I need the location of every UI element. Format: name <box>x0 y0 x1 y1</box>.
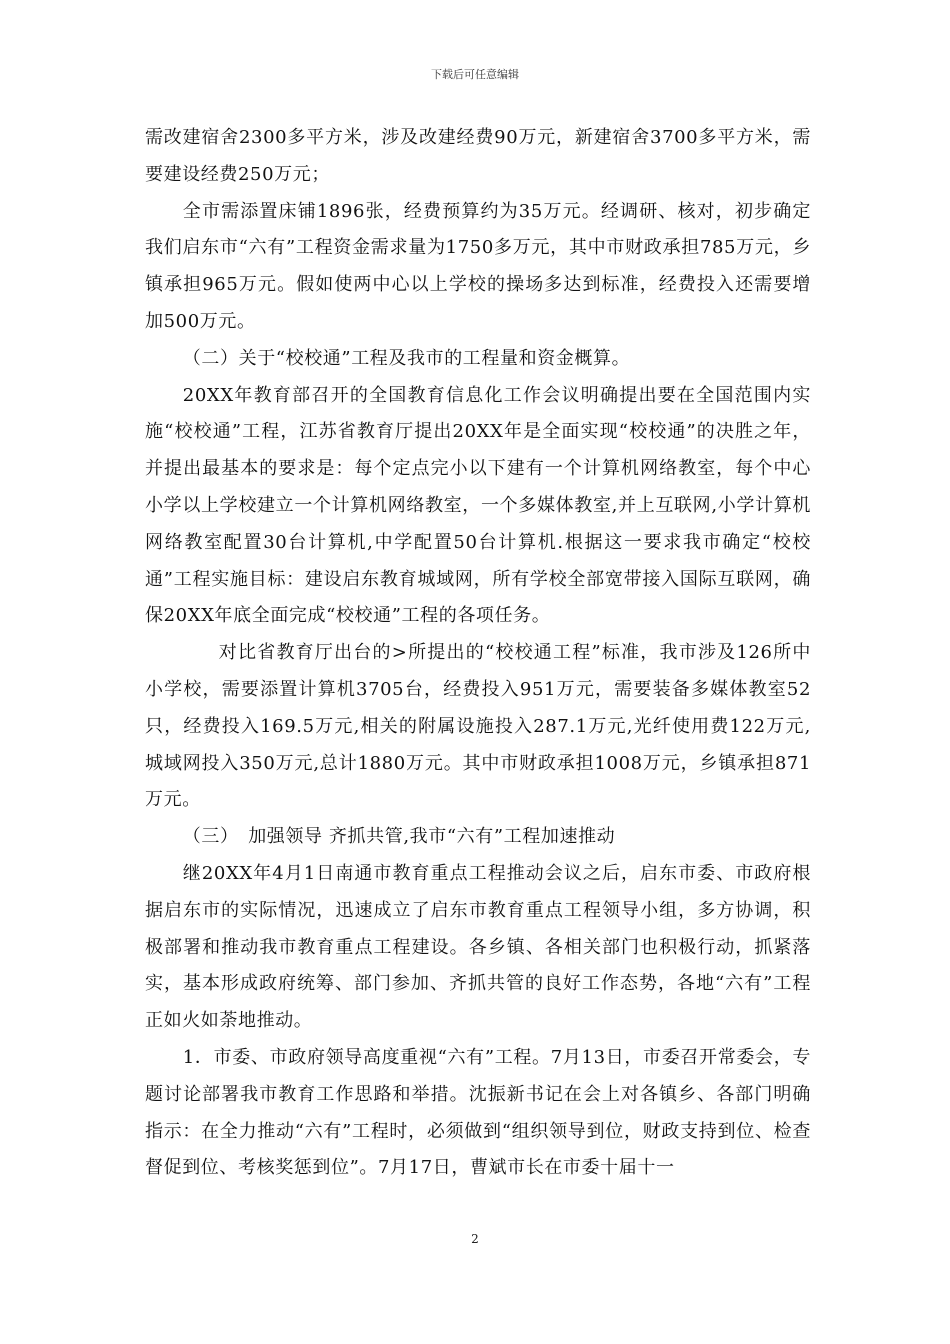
paragraph-dormitory-renovation: 需改建宿舍2300多平方米，涉及改建经费90万元，新建宿舍3700多平方米，需要建设经费250万元； <box>145 127 811 185</box>
paragraph-bed-budget: 全市需添置床铺1896张，经费预算约为35万元。经调研、核对，初步确定我们启东市“六有”工程资金需求量为1750多万元，其中市财政承担785万元，乡镇承担965万元。假如使两中心以上学校的操场多达到标准，经费投入还需要增加500万元。 <box>145 200 811 332</box>
document-body <box>145 120 811 1187</box>
page-header-note: 下载后可任意编辑 <box>431 68 519 81</box>
section-heading-3: （三） 加强领导 齐抓共管,我市“六有”工程加速推动 <box>182 826 616 848</box>
paragraph-school-network-budget: 对比省教育厅出台的>所提出的“校校通工程”标准，我市涉及126所中小学校，需要添置计算机3705台，经费投入951万元，需要装备多媒体教室52只，经费投入169.5万元,相关的附属设施投入287.1万元,光纤使用费122万元,城域网投入350万元,总计1880万元。其中市财政承担1008万元，乡镇承担871万元。 <box>145 642 811 811</box>
section-heading-2: （二）关于“校校通”工程及我市的工程量和资金概算。 <box>182 347 631 369</box>
paragraph-school-network-plan: 20XX年教育部召开的全国教育信息化工作会议明确提出要在全国范围内实施“校校通”工程，江苏省教育厅提出20XX年是全面实现“校校通”的决胜之年，并提出最基本的要求是：每个定点完小以下建有一个计算机网络教室，每个中心小学以上学校建立一个计算机网络教室，一个多媒体教室,并上互联网,小学计算机网络教室配置30台计算机,中学配置50台计算机.根据这一要求我市确定“校校通”工程实施目标：建设启东教育城域网，所有学校全部宽带接入国际互联网，确保20XX年底全面完成“校校通”工程的各项任务。 <box>145 384 811 627</box>
page-number: 2 <box>471 1232 479 1246</box>
paragraph-leadership-group: 继20XX年4月1日南通市教育重点工程推动会议之后，启东市委、市政府根据启东市的实际情况，迅速成立了启东市教育重点工程领导小组，多方协调，积极部署和推动我市教育重点工程建设。各乡镇、各相关部门也积极行动，抓紧落实，基本形成政府统筹、部门参加、齐抓共管的良好工作态势，各地“六有”工程正如火如荼地推动。 <box>145 862 811 1032</box>
paragraph-leadership-attention: 1．市委、市政府领导高度重视“六有”工程。7月13日，市委召开常委会，专题讨论部署我市教育工作思路和举措。沈振新书记在会上对各镇乡、各部门明确指示：在全力推动“六有”工程时，必须做到“组织领导到位，财政支持到位、检查督促到位、考核奖惩到位”。7月17日，曹斌市长在市委十届十一 <box>145 1046 811 1179</box>
